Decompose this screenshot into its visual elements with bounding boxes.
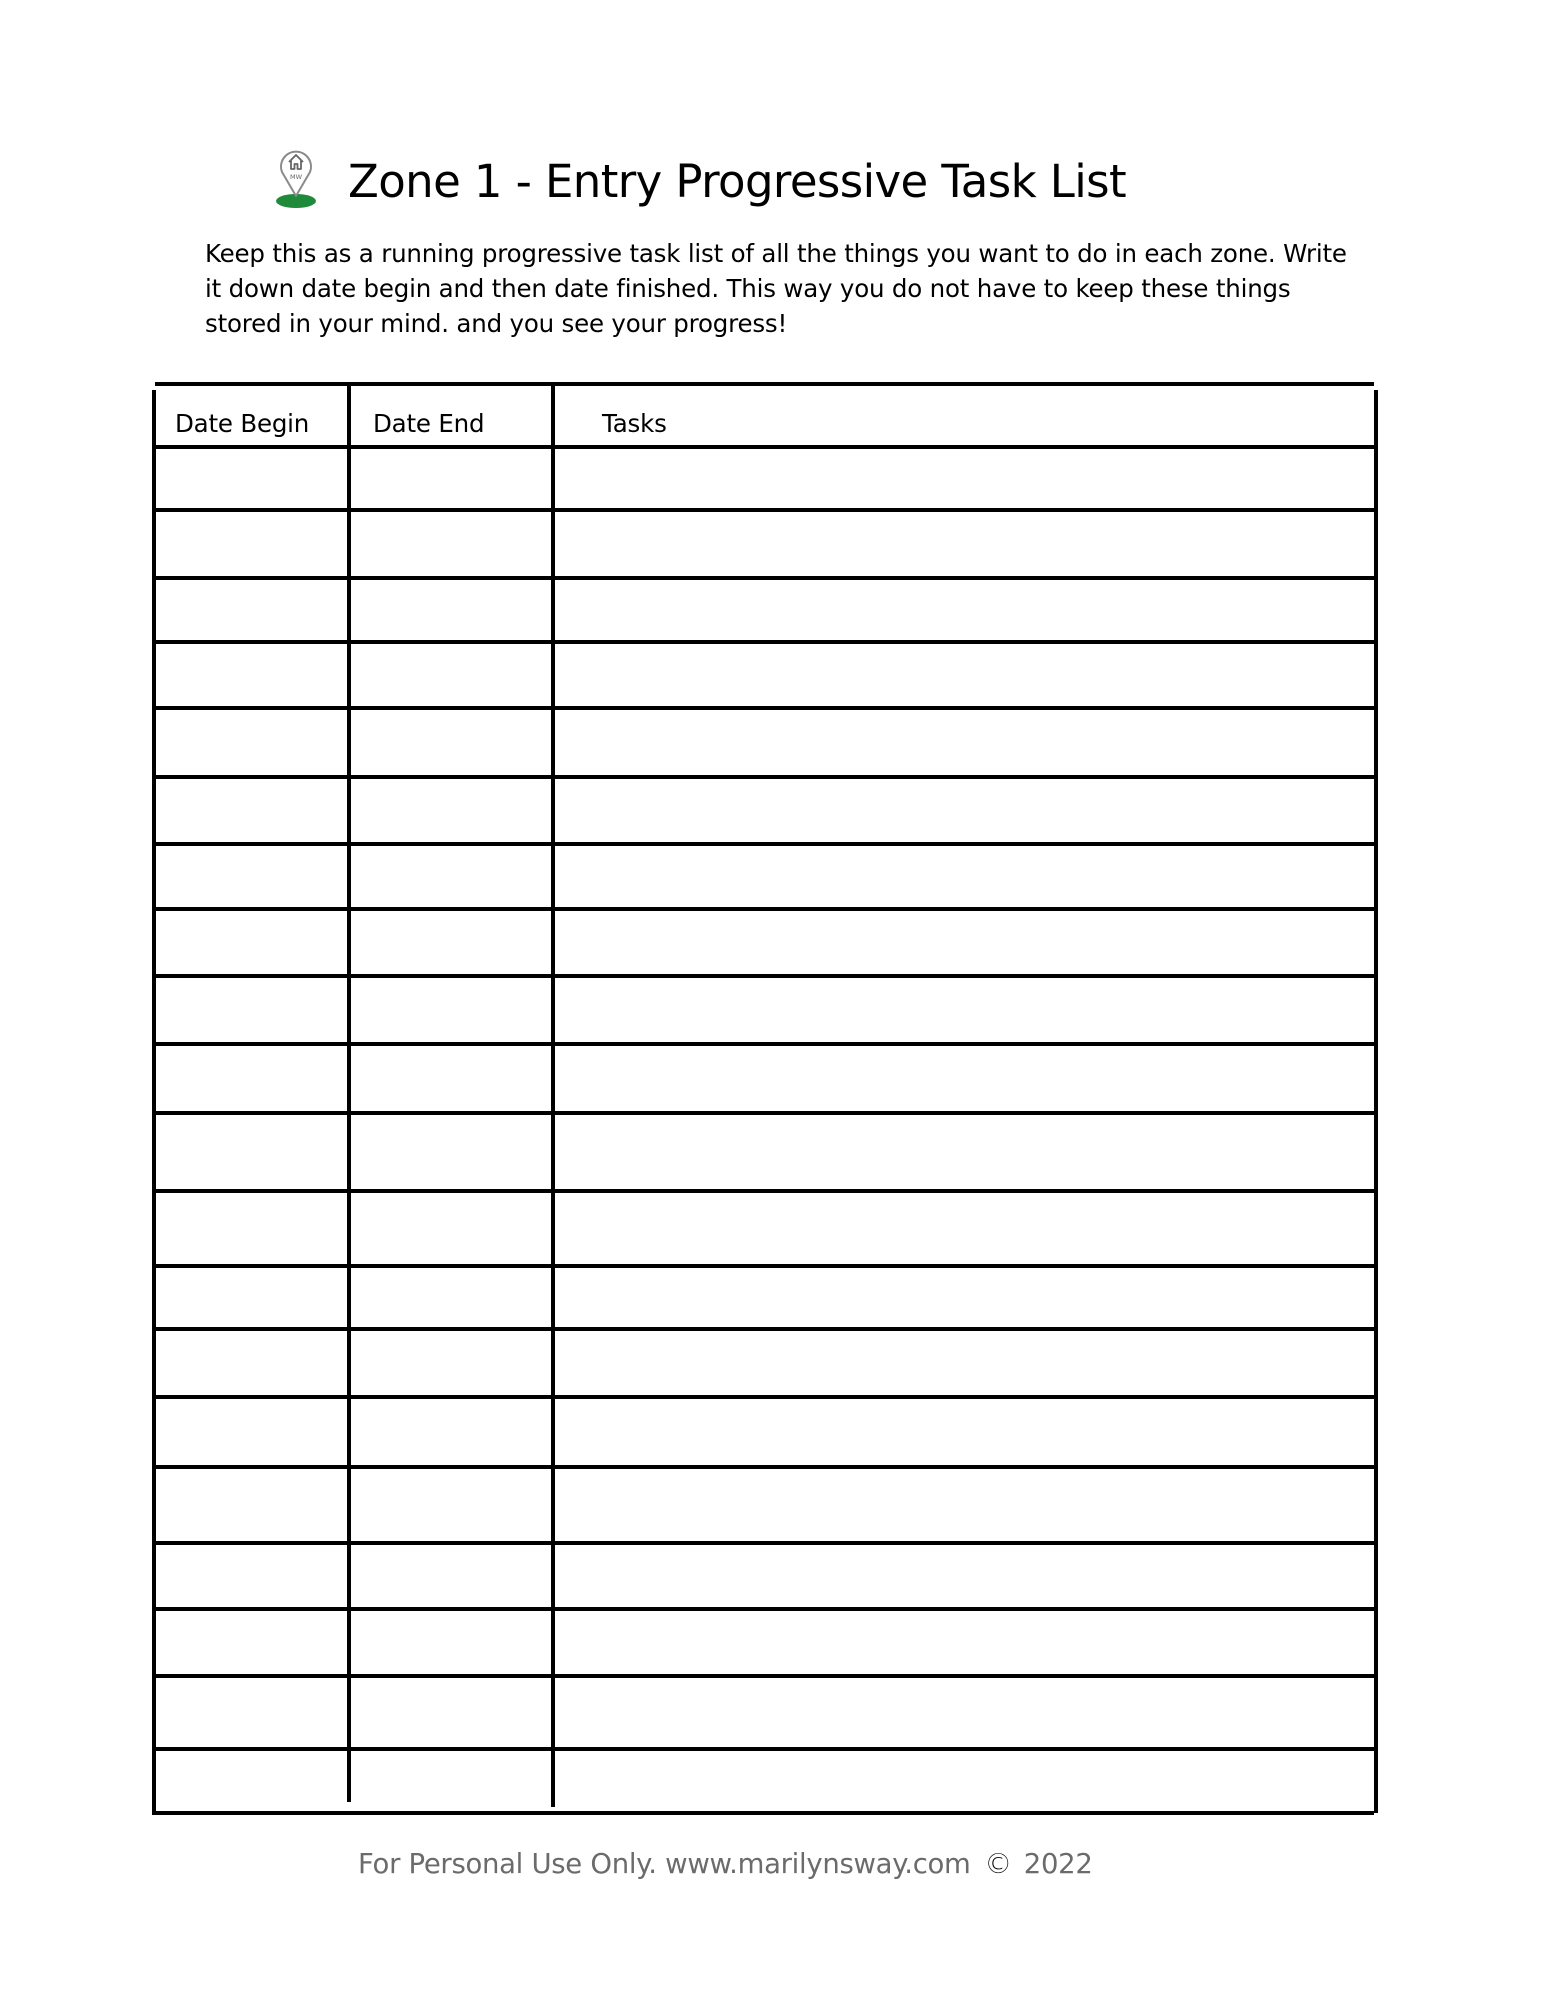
task-cell[interactable] <box>557 1046 1374 1111</box>
date-begin-cell[interactable] <box>158 1193 347 1264</box>
task-cell[interactable] <box>557 1268 1374 1327</box>
task-cell[interactable] <box>557 512 1374 576</box>
task-cell[interactable] <box>557 1469 1374 1541</box>
task-cell[interactable] <box>557 779 1374 842</box>
date-begin-cell[interactable] <box>158 512 347 576</box>
task-cell[interactable] <box>557 644 1374 706</box>
footer-year: 2022 <box>1023 1848 1093 1880</box>
task-cell[interactable] <box>557 1115 1374 1189</box>
copyright-icon: © <box>984 1848 1012 1880</box>
date-end-cell[interactable] <box>353 1545 551 1607</box>
date-begin-cell[interactable] <box>158 779 347 842</box>
date-begin-cell[interactable] <box>158 978 347 1042</box>
task-cell[interactable] <box>557 449 1374 508</box>
date-end-cell[interactable] <box>353 779 551 842</box>
date-begin-cell[interactable] <box>158 644 347 706</box>
column-divider-date <box>347 382 351 1802</box>
date-end-cell[interactable] <box>353 512 551 576</box>
date-end-cell[interactable] <box>353 1046 551 1111</box>
logo-mw-text: MW <box>289 173 303 181</box>
date-end-cell[interactable] <box>353 710 551 775</box>
date-begin-cell[interactable] <box>158 1678 347 1747</box>
date-begin-cell[interactable] <box>158 710 347 775</box>
date-end-cell[interactable] <box>353 1399 551 1465</box>
date-begin-cell[interactable] <box>158 580 347 640</box>
date-begin-cell[interactable] <box>158 846 347 907</box>
task-cell[interactable] <box>557 1545 1374 1607</box>
date-begin-cell[interactable] <box>158 1751 347 1811</box>
date-end-cell[interactable] <box>353 1193 551 1264</box>
date-end-cell[interactable] <box>353 1611 551 1674</box>
task-cell[interactable] <box>557 1331 1374 1395</box>
date-begin-cell[interactable] <box>158 1545 347 1607</box>
column-divider-tasks <box>551 382 555 1807</box>
date-end-cell[interactable] <box>353 1331 551 1395</box>
intro-paragraph: Keep this as a running progressive task list of all the things you want to do in each zone. Write it down date begin and then date finished. This way you do not have to keep these things stored in your mind. and you see your progress! <box>205 239 1347 338</box>
page-title: Zone 1 - Entry Progressive Task List <box>348 155 1127 208</box>
date-begin-cell[interactable] <box>158 449 347 508</box>
task-cell[interactable] <box>557 580 1374 640</box>
task-cell[interactable] <box>557 978 1374 1042</box>
footer <box>358 1846 1093 1882</box>
date-end-cell[interactable] <box>353 644 551 706</box>
task-cell[interactable] <box>557 710 1374 775</box>
date-begin-cell[interactable] <box>158 1331 347 1395</box>
date-begin-cell[interactable] <box>158 1399 347 1465</box>
date-begin-cell[interactable] <box>158 1046 347 1111</box>
date-end-cell[interactable] <box>353 1115 551 1189</box>
table-left-border <box>152 390 156 1815</box>
map-pin-house-icon <box>270 140 322 212</box>
task-cell[interactable] <box>557 1678 1374 1747</box>
task-cell[interactable] <box>557 1193 1374 1264</box>
date-end-cell[interactable] <box>353 978 551 1042</box>
date-end-cell[interactable] <box>353 911 551 974</box>
column-header-tasks: Tasks <box>602 409 667 438</box>
date-begin-cell[interactable] <box>158 1268 347 1327</box>
date-begin-cell[interactable] <box>158 911 347 974</box>
date-end-cell[interactable] <box>353 1268 551 1327</box>
task-cell[interactable] <box>557 1399 1374 1465</box>
date-end-cell[interactable] <box>353 449 551 508</box>
date-end-cell[interactable] <box>353 1469 551 1541</box>
table-bottom-border <box>154 1811 1374 1815</box>
date-end-cell[interactable] <box>353 1678 551 1747</box>
task-cell[interactable] <box>557 1611 1374 1674</box>
date-end-cell[interactable] <box>353 846 551 907</box>
column-header-date-end: Date End <box>373 409 485 438</box>
table-right-border <box>1374 390 1378 1813</box>
task-cell[interactable] <box>557 846 1374 907</box>
date-begin-cell[interactable] <box>158 1469 347 1541</box>
task-cell[interactable] <box>557 1751 1374 1811</box>
date-begin-cell[interactable] <box>158 1115 347 1189</box>
task-cell[interactable] <box>557 911 1374 974</box>
column-header-date-begin: Date Begin <box>175 409 310 438</box>
date-end-cell[interactable] <box>353 1751 551 1811</box>
table-top-border <box>155 382 1374 386</box>
date-end-cell[interactable] <box>353 580 551 640</box>
date-begin-cell[interactable] <box>158 1611 347 1674</box>
footer-text: For Personal Use Only. www.marilynsway.com <box>358 1848 971 1880</box>
